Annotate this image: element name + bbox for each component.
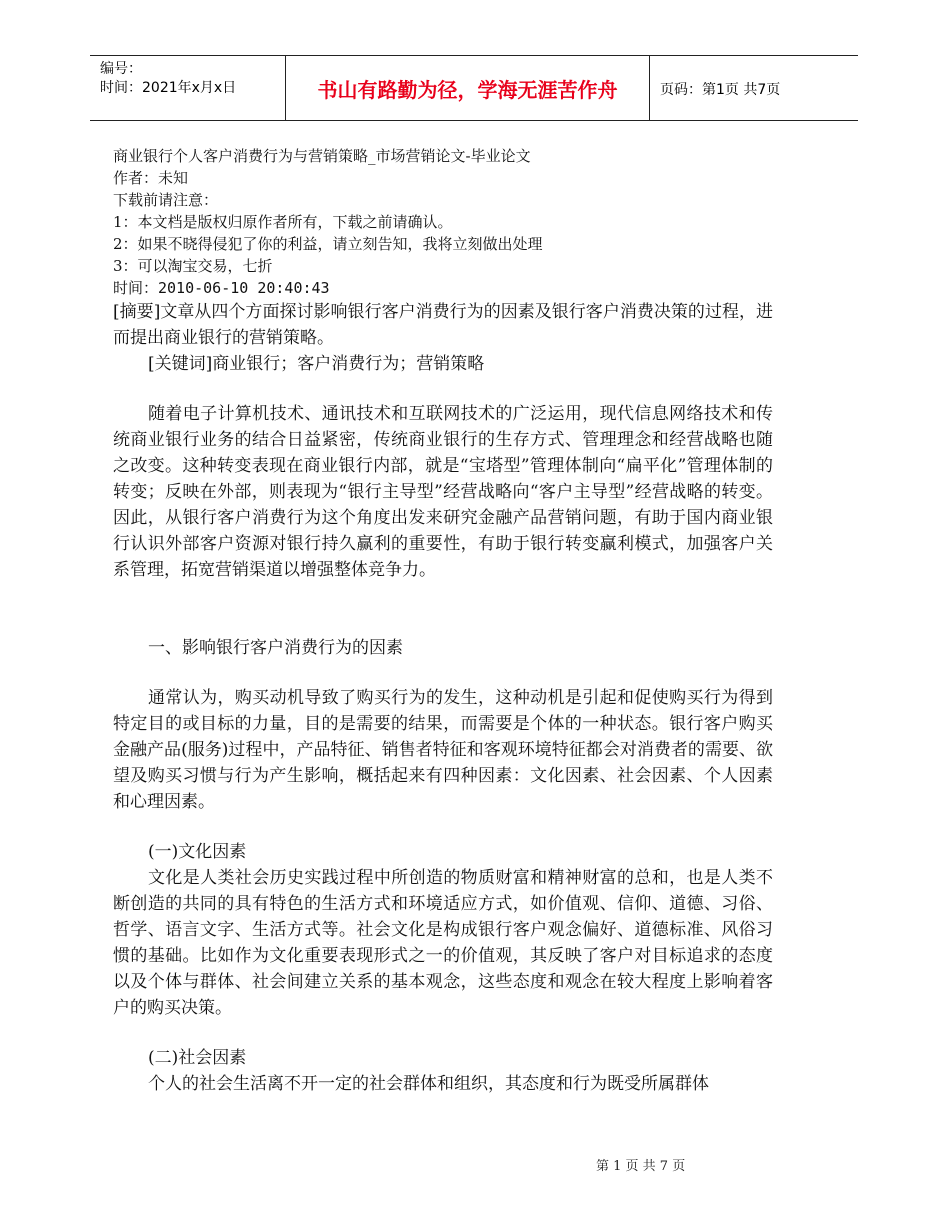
section-paragraph: 通常认为，购买动机导致了购买行为的发生，这种动机是引起和促使购买行为得到特定目的或目标的力量，目的是需要的结果，而需要是个体的一种状态。银行客户购买金融产品(服务)过程中，产品特征、销售者特征和客观环境特征都会对消费者的需要、欲望及购买习惯与行为产生影响，概括起来有四种因素：文化因素、社会因素、个人因素和心理因素。 — [113, 688, 773, 812]
subsection-heading: (一)文化因素 — [148, 842, 247, 862]
notice-item: 2：如果不晓得侵犯了你的利益，请立刻告知，我将立刻做出处理 — [113, 235, 543, 253]
section-heading: 一、影响银行客户消费行为的因素 — [148, 638, 403, 658]
intro-paragraph: 随着电子计算机技术、通讯技术和互联网技术的广泛运用，现代信息网络技术和传统商业银行业务的结合日益紧密，传统商业银行的生存方式、管理理念和经营战略也随之改变。这种转变表现在商业银行内部，就是“宝塔型”管理体制向“扁平化”管理体制的转变；反映在外部，则表现为“银行主导型”经营战略向“客户主导型”经营战略的转变。因此，从银行客户消费行为这个角度出发来研究金融产品营销问题，有助于国内商业银行认识外部客户资源对银行持久赢利的重要性，有助于银行转变赢利模式，加强客户关系管理，拓宽营销渠道以增强整体竞争力。 — [113, 404, 773, 580]
header-motto: 书山有路勤为径，学海无涯苦作舟 — [317, 78, 618, 102]
notice-item: 1：本文档是版权归原作者所有，下载之前请确认。 — [113, 213, 453, 231]
document-time: 时间：2010-06-10 20:40:43 — [113, 279, 330, 297]
subsection-heading: (二)社会因素 — [148, 1048, 247, 1068]
subsection-paragraph: 文化是人类社会历史实践过程中所创造的物质财富和精神财富的总和，也是人类不断创造的共同的具有特色的生活方式和环境适应方式，如价值观、信仰、道德、习俗、哲学、语言文字、生活方式等。社会文化是构成银行客户观念偏好、道德标准、风俗习惯的基础。比如作为文化重要表现形式之一的价值观，其反映了客户对目标追求的态度以及个体与群体、社会间建立关系的基本观念，这些态度和观念在较大程度上影响着客户的购买决策。 — [113, 868, 773, 1018]
subsection-paragraph: 个人的社会生活离不开一定的社会群体和组织，其态度和行为既受所属群体 — [148, 1074, 709, 1094]
document-author: 作者：未知 — [113, 169, 189, 187]
page-header — [90, 55, 858, 121]
document-title: 商业银行个人客户消费行为与营销策略_市场营销论文-毕业论文 — [113, 147, 531, 165]
header-info — [100, 60, 236, 98]
keywords: [关键词]商业银行；客户消费行为；营销策略 — [148, 354, 485, 374]
page-footer: 第 1 页 共 7 页 — [596, 1159, 686, 1174]
notice-heading: 下载前请注意： — [113, 191, 219, 209]
header-divider — [649, 56, 650, 121]
abstract: [摘要]文章从四个方面探讨影响银行客户消费行为的因素及银行客户消费决策的过程，进而提出商业银行的营销策略。 — [113, 302, 773, 348]
document-number-label: 编号： — [100, 61, 142, 77]
document-body — [113, 145, 773, 1097]
notice-item: 3：可以淘宝交易，七折 — [113, 257, 273, 275]
header-page-info: 页码：第1页 共7页 — [660, 81, 781, 98]
document-time-label: 时间：2021年x月x日 — [100, 80, 237, 96]
